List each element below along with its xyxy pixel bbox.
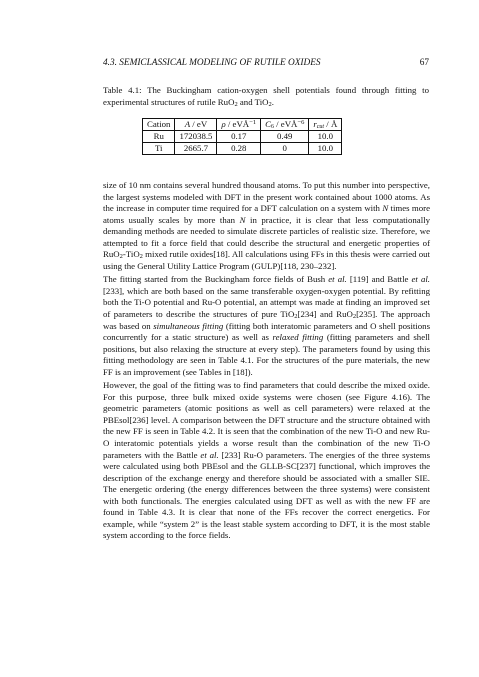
section-title: 4.3. SEMICLASSICAL MODELING OF RUTILE OXIDES — [103, 58, 321, 68]
table-row — [143, 143, 342, 155]
cell-c6: 0.49 — [261, 131, 309, 143]
header-cation: Cation — [143, 119, 175, 131]
buckingham-table — [142, 118, 342, 155]
caption-line-1: Table 4.1: The Buckingham cation-oxygen shell potentials found through fitting — [103, 85, 417, 95]
page-number: 67 — [419, 58, 429, 68]
caption-line-2-mid: and TiO — [237, 96, 269, 107]
table-header-row — [143, 119, 342, 131]
caption-line-2-end: . — [271, 96, 274, 107]
paragraph-1: size of 10 nm contains several hundred thousand atoms. To put this number into perspective, the largest systems modeled with DFT in the present work contained about 1000 atoms. As the increase in computer time required for a DFT calculation on a system with N times more atoms usually scales by more than N in practice, it is clear that less computationally demanding methods are needed to simulate discrete particles of realistic size. Therefore, we attempted to fit a force field that could describe the structural and energetic properties of RuO$_2$-TiO$_2$ mixed rutile oxides[18]. All calculations using FFs in this thesis were carried out using the General Utility Lattice Program (GULP)[118, 230–232]. — [103, 180, 430, 271]
caption-subscript: 2 — [268, 100, 272, 108]
paragraph-3: However, the goal of the fitting was to find parameters that could describe the mixed oxide. For this purpose, three bulk mixed oxide systems were chosen (see Figure 4.16). The geometric parameters (atomic positions as well as cell parameters) were relaxed at the PBEsol[236] level. A comparison between the DFT structure and the structure obtained with the new FF is seen in Table 4.2. It is seen that the combination of the new Ti-O and new Ru-O interatomic potentials yields a worse result than the combination of the new Ti-O parameters with the Battle et al. [233] Ru-O parameters. The energies of the three systems were calculated using both PBEsol and the GLLB-SC[237] functional, which improves the description of the exchange energy and therefore should be associated with a smaller SIE. The energetic ordering (the energy differences between the three systems) were consistent with both functionals. The energies calculated using DFT as well as with the new FF are found in Table 4.3. It is clear that none of the FFs recover the correct energetics. For example, while “system 2” is the least stable system according to DFT, it is the most stable system according to the force fields. — [103, 380, 430, 541]
header-rho: ρ / eVÅ$^{-1}$ — [217, 119, 261, 131]
header-rcut: $r_{cut}$ / Å — [309, 119, 342, 131]
header-a: A / eV — [175, 119, 217, 131]
running-header — [103, 58, 429, 68]
cell-cation: Ru — [143, 131, 175, 143]
cell-cation: Ti — [143, 143, 175, 155]
caption-line-2-pre: to experimental structures of rutile RuO — [103, 85, 429, 107]
paragraph-2: The fitting started from the Buckingham force fields of Bush et al. [119] and Battle et al. [233], which are both based on the same transferable oxygen-oxygen potential. By refitting both the Ti-O potential and Ru-O potential, an attempt was made at finding an improved set of parameters to describe the structures of pure TiO$_2$[234] and RuO$_2$[235]. The approach was based on simultaneous fitting (fitting both interatomic parameters and O shell positions concurrently for a static structure) as well as relaxed fitting (fitting parameters and shell positions, but also relaxing the structure at every step). The parameters found by using this fitting methodology are seen in Table 4.1. For the structures of the pure materials, the new FF is an improvement (see Tables in [18]). — [103, 274, 430, 377]
body-text — [103, 180, 430, 544]
cell-rcut: 10.0 — [309, 143, 342, 155]
cell-c6: 0 — [261, 143, 309, 155]
header-c6: $C_6$ / eVÅ$^{-6}$ — [261, 119, 309, 131]
cell-rcut: 10.0 — [309, 131, 342, 143]
table-caption — [103, 85, 429, 108]
table-row — [143, 131, 342, 143]
cell-rho: 0.17 — [217, 131, 261, 143]
caption-subscript: 2 — [234, 100, 238, 108]
cell-a: 2665.7 — [175, 143, 217, 155]
cell-rho: 0.28 — [217, 143, 261, 155]
cell-a: 172038.5 — [175, 131, 217, 143]
